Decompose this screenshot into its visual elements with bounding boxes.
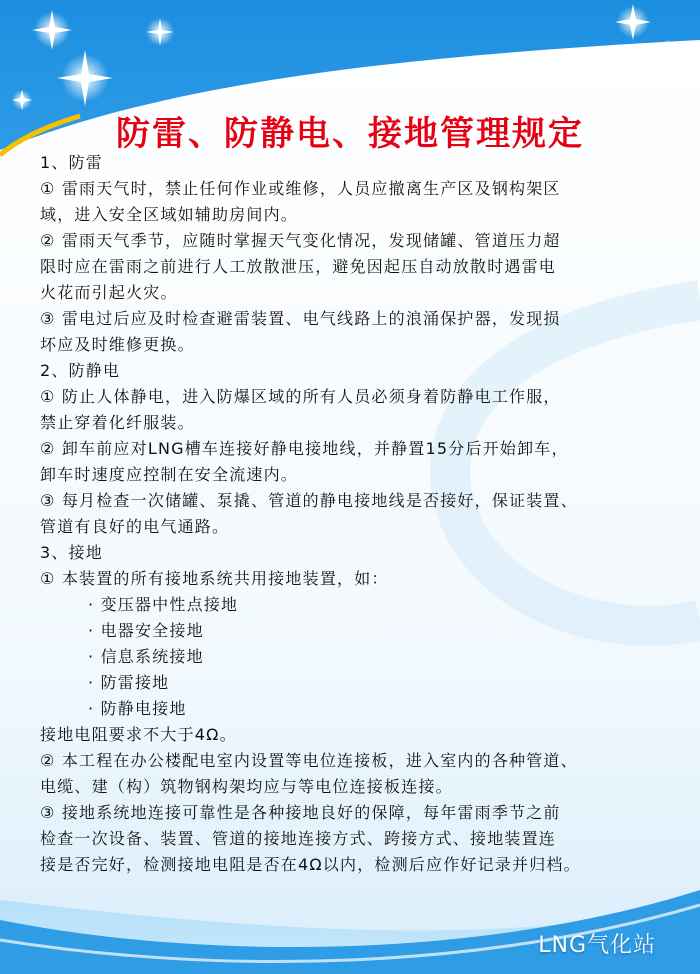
- text-line: ③ 接地系统地连接可靠性是各种接地良好的保障，每年雷雨季节之前: [40, 803, 561, 822]
- bullet-item: · 变压器中性点接地: [88, 595, 239, 614]
- text-line: ② 本工程在办公楼配电室内设置等电位连接板，进入室内的各种管道、: [40, 751, 578, 770]
- text-line: 域，进入安全区域如辅助房间内。: [40, 205, 299, 224]
- text-line: ① 雷雨天气时，禁止任何作业或维修，人员应撤离生产区及钢构架区: [40, 179, 561, 198]
- text-line: 接地电阻要求不大于4Ω。: [40, 725, 237, 744]
- text-line: ③ 每月检查一次储罐、泵撬、管道的静电接地线是否接好，保证装置、: [40, 491, 578, 510]
- section-antistatic: [40, 358, 680, 540]
- section-grounding: [40, 540, 680, 878]
- text-line: ② 雷雨天气季节，应随时掌握天气变化情况，发现储罐、管道压力超: [40, 231, 561, 250]
- text-line: ① 本装置的所有接地系统共用接地装置，如：: [40, 569, 389, 588]
- bullet-item: · 防静电接地: [88, 699, 187, 718]
- page-title: 防雷、防静电、接地管理规定: [116, 114, 584, 154]
- bullet-item: · 信息系统接地: [88, 647, 204, 666]
- text-line: 接是否完好，检测接地电阻是否在4Ω以内，检测后应作好记录并归档。: [40, 855, 581, 874]
- text-line: 检查一次设备、装置、管道的接地连接方式、跨接方式、接地装置连: [40, 829, 557, 848]
- text-line: 禁止穿着化纤服装。: [40, 413, 195, 432]
- section-heading: 1、防雷: [40, 153, 103, 172]
- section-heading: 2、防静电: [40, 361, 121, 380]
- text-line: ② 卸车前应对LNG槽车连接好静电接地线，并静置15分后开始卸车，: [40, 439, 569, 458]
- section-lightning: [40, 150, 680, 358]
- bullet-item: · 电器安全接地: [88, 621, 204, 640]
- section-heading: 3、接地: [40, 543, 103, 562]
- text-line: 卸车时速度应控制在安全流速内。: [40, 465, 299, 484]
- text-line: 坏应及时维修更换。: [40, 335, 195, 354]
- text-line: 限时应在雷雨之前进行人工放散泄压，避免因起压自动放散时遇雷电: [40, 257, 557, 276]
- text-line: ① 防止人体静电，进入防爆区域的所有人员必须身着防静电工作服，: [40, 387, 561, 406]
- regulation-body: [40, 150, 680, 878]
- text-line: 管道有良好的电气通路。: [40, 517, 230, 536]
- station-name: LNG气化站: [538, 933, 656, 958]
- text-line: 电缆、建（构）筑物钢构架均应与等电位连接板连接。: [40, 777, 453, 796]
- text-line: 火花而引起火灾。: [40, 283, 178, 302]
- text-line: ③ 雷电过后应及时检查避雷装置、电气线路上的浪涌保护器，发现损: [40, 309, 561, 328]
- bullet-item: · 防雷接地: [88, 673, 170, 692]
